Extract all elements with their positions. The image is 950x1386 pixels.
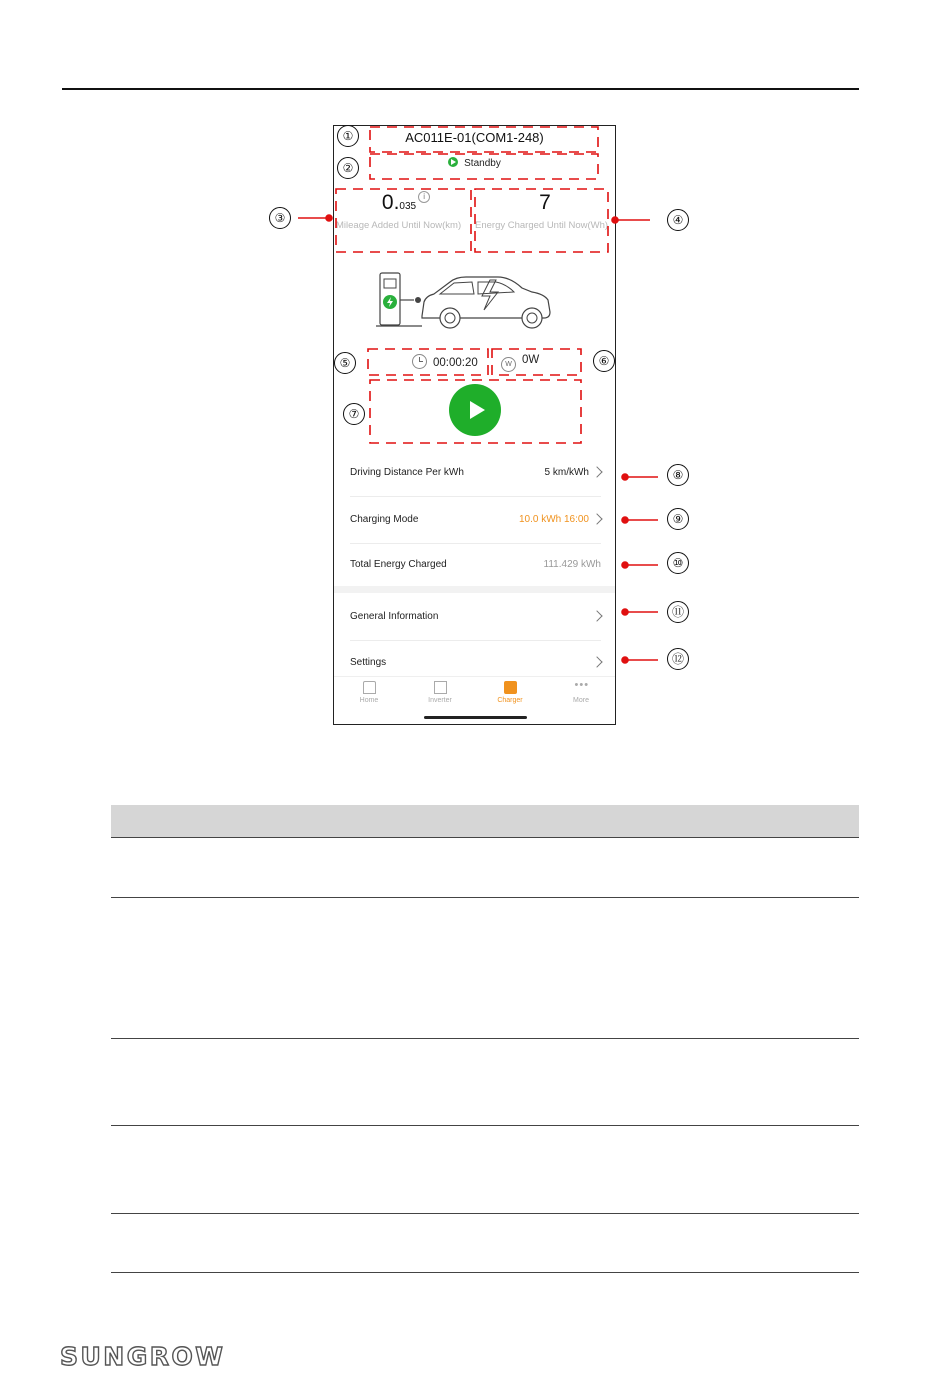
mileage-value-decimals: 035 bbox=[399, 201, 417, 212]
sungrow-logo: SUNGROW bbox=[60, 1342, 226, 1371]
pointer-dot-3 bbox=[326, 215, 332, 221]
callout-1: ① bbox=[337, 125, 359, 147]
mileage-value-main: 0. bbox=[381, 191, 400, 214]
table-row-divider bbox=[111, 837, 859, 838]
driving-distance-row[interactable] bbox=[350, 459, 601, 489]
status-text: Standby bbox=[464, 158, 501, 169]
energy-value: 7 bbox=[539, 191, 551, 214]
row-label: Charging Mode bbox=[350, 514, 419, 525]
settings-row[interactable] bbox=[350, 649, 601, 679]
energy-charged-metric bbox=[475, 190, 615, 232]
chevron-right-icon bbox=[591, 513, 602, 524]
nav-more[interactable] bbox=[551, 681, 611, 704]
row-value: 10.0 kWh 16:00 bbox=[518, 514, 589, 525]
device-title: AC011E-01(COM1-248) bbox=[405, 130, 544, 145]
home-indicator bbox=[424, 716, 527, 719]
callout-6: ⑥ bbox=[593, 350, 615, 372]
mileage-value bbox=[336, 190, 476, 216]
chevron-right-icon bbox=[591, 466, 602, 477]
pointer-dot-9 bbox=[622, 517, 628, 523]
status-indicator bbox=[334, 157, 615, 169]
callout-11: ⑪ bbox=[667, 601, 689, 623]
general-information-row[interactable] bbox=[350, 603, 601, 633]
table-row-divider bbox=[111, 897, 859, 898]
callout-7: ⑦ bbox=[343, 403, 365, 425]
table-header bbox=[111, 805, 859, 837]
divider bbox=[350, 640, 601, 641]
nav-label: Inverter bbox=[428, 697, 452, 704]
row-label: General Information bbox=[350, 611, 439, 622]
mileage-added-metric bbox=[336, 190, 476, 232]
callout-5: ⑤ bbox=[334, 352, 356, 374]
callout-2: ② bbox=[337, 157, 359, 179]
callout-12: ⑫ bbox=[667, 648, 689, 670]
charging-mode-row[interactable] bbox=[350, 506, 601, 536]
pointer-dot-11 bbox=[622, 609, 628, 615]
status-dot-icon bbox=[448, 157, 458, 167]
row-label: Settings bbox=[350, 657, 387, 668]
energy-caption: Energy Charged Until Now(Wh) bbox=[475, 220, 609, 231]
divider bbox=[350, 496, 601, 497]
callout-3: ③ bbox=[269, 207, 291, 229]
row-value: 5 km/kWh bbox=[544, 467, 589, 478]
nav-label: Charger bbox=[497, 697, 523, 704]
timer-value: 00:00:20 bbox=[433, 357, 478, 369]
nav-home[interactable] bbox=[339, 681, 399, 704]
table-row-divider bbox=[111, 1272, 859, 1273]
nav-inverter[interactable] bbox=[410, 681, 470, 704]
pointer-dot-8 bbox=[622, 474, 628, 480]
home-icon bbox=[363, 681, 376, 694]
row-label: Driving Distance Per kWh bbox=[350, 467, 464, 478]
mileage-caption: Mileage Added Until Now(km) bbox=[336, 220, 462, 231]
inverter-icon bbox=[434, 681, 447, 694]
nav-label: More bbox=[573, 697, 589, 704]
table-row-divider bbox=[111, 1213, 859, 1214]
charging-timer bbox=[412, 354, 478, 369]
charger-icon bbox=[504, 681, 517, 694]
top-rule bbox=[62, 88, 859, 90]
info-icon[interactable]: i bbox=[418, 191, 430, 203]
pointer-dot-10 bbox=[622, 562, 628, 568]
divider bbox=[350, 543, 601, 544]
row-label: Total Energy Charged bbox=[350, 559, 447, 570]
callout-4: ④ bbox=[667, 209, 689, 231]
clock-icon bbox=[412, 354, 427, 369]
total-energy-row bbox=[350, 551, 601, 581]
charging-power bbox=[501, 354, 539, 372]
chevron-right-icon bbox=[591, 610, 602, 621]
table-row-divider bbox=[111, 1125, 859, 1126]
callout-8: ⑧ bbox=[667, 464, 689, 486]
section-divider bbox=[334, 586, 616, 593]
power-value: 0W bbox=[522, 354, 540, 366]
callout-10: ⑩ bbox=[667, 552, 689, 574]
nav-label: Home bbox=[359, 697, 379, 704]
charger-app-screenshot bbox=[333, 125, 616, 725]
more-icon: ••• bbox=[574, 679, 590, 691]
nav-charger[interactable] bbox=[480, 681, 540, 704]
power-w-icon: W bbox=[501, 357, 516, 372]
table-row-divider bbox=[111, 1038, 859, 1039]
pointer-dot-12 bbox=[622, 657, 628, 663]
start-charging-button[interactable] bbox=[449, 384, 501, 436]
charger-car-illustration-icon bbox=[374, 268, 579, 332]
chevron-right-icon bbox=[591, 656, 602, 667]
row-value: 111.429 kWh bbox=[543, 559, 601, 570]
callout-9: ⑨ bbox=[667, 508, 689, 530]
